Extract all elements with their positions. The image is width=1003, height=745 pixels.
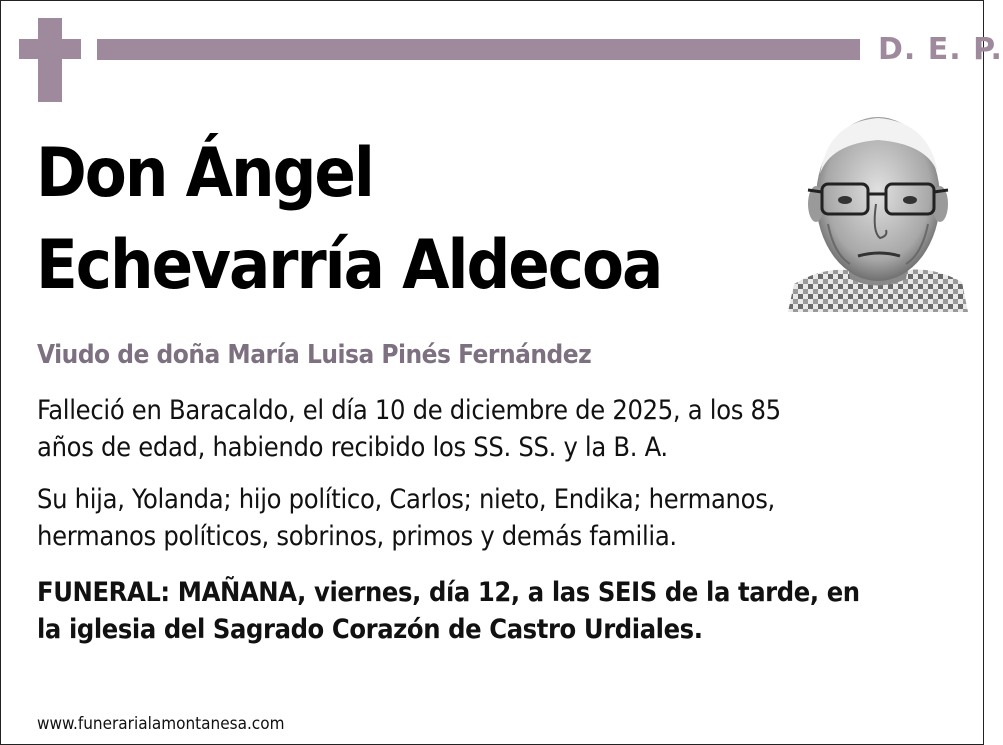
funeral-paragraph — [37, 574, 957, 648]
death-notice-line: años de edad, habiendo recibido los SS. SS. y la B. A. — [37, 432, 668, 463]
family-paragraph — [37, 481, 957, 555]
header-rule — [97, 39, 860, 60]
family-line: Su hija, Yolanda; hijo político, Carlos; nieto, Endika; hermanos, — [37, 484, 775, 515]
widow-line: Viudo de doña María Luisa Pinés Fernández — [37, 340, 592, 370]
cross-icon-horizontal — [19, 39, 81, 59]
deceased-name-line1: Don Ángel — [36, 134, 373, 213]
family-line: hermanos políticos, sobrinos, primos y demás familia. — [37, 521, 677, 552]
portrait-photo — [788, 104, 968, 312]
dep-label: D. E. P. — [878, 32, 1003, 67]
cross-icon-vertical — [38, 18, 62, 102]
death-notice-line: Falleció en Baracaldo, el día 10 de diciembre de 2025, a los 85 — [37, 395, 781, 426]
death-notice-paragraph — [37, 392, 957, 466]
funeral-line: FUNERAL: MAÑANA, viernes, día 12, a las SEIS de la tarde, en — [37, 577, 860, 608]
website-link[interactable]: www.funerarialamontanesa.com — [37, 714, 285, 734]
funeral-line: la iglesia del Sagrado Corazón de Castro Urdiales. — [37, 614, 703, 645]
deceased-name-line2: Echevarría Aldecoa — [36, 226, 662, 305]
